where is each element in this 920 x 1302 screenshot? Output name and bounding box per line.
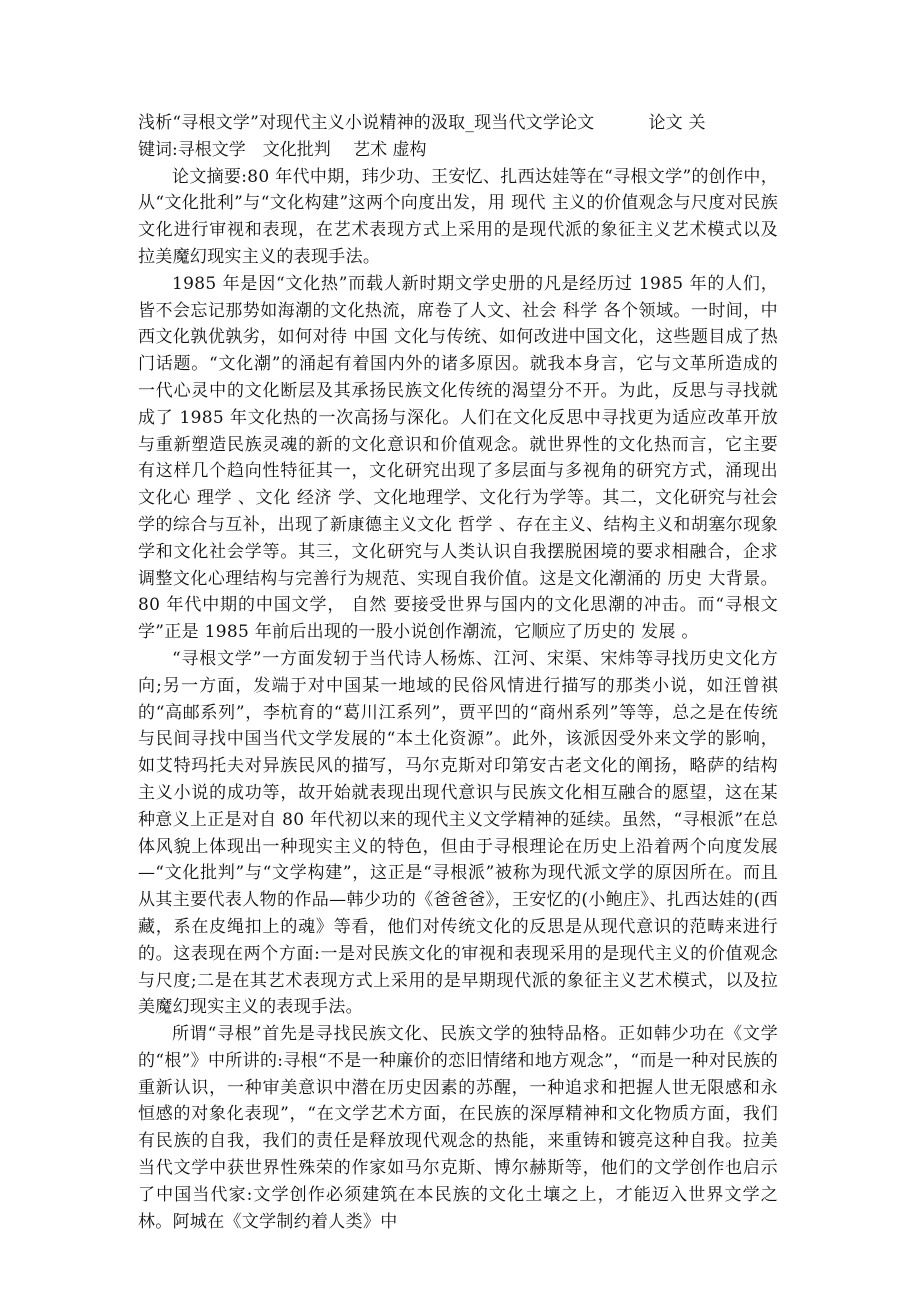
document-page	[138, 110, 778, 1235]
paragraph-meaning-of-root: 所谓“寻根”首先是寻找民族文化、民族文学的独特品格。正如韩少功在《文学的“根”》中所讲的:寻根“不是一种廉价的恋旧情绪和地方观念”，“而是一种对民族的重新认识，一种审美意识中潜在历史因素的苏醒，一种追求和把握人世无限感和永恒感的对象化表现”，“在文学艺术方面，在民族的深厚精神和文化物质方面，我们有民族的自我，我们的责任是释放现代观念的热能，来重铸和镀亮这种自我。拉美当代文学中获世界性殊荣的作家如马尔克斯、博尔赫斯等，他们的文学创作也启示了中国当代家:文学创作必须建筑在本民族的文化土壤之上，才能迈入世界文学之林。阿城在《文学制约着人类》中	[138, 1024, 778, 1232]
document-title-line	[138, 110, 778, 137]
paragraph-1985-culture-fever: 1985 年是因“文化热”而载人新时期文学史册的凡是经历过 1985 年的人们，皆不会忘记那势如海潮的文化热流，席卷了人文、社会 科学 各个领域。一时间，中西文化孰优孰劣，如何对待 中国 文化与传统、如何改进中国文化，这些题目成了热门话题。“文化潮”的涌起有着国内外的诸多原因。就我本身言，它与文革所造成的一代心灵中的文化断层及其承扬民族文化传统的渴望分不开。为此，反思与寻找就成了 1985 年文化热的一次高扬与深化。人们在文化反思中寻找更为适应改革开放与重新塑造民族灵魂的新的文化意识和价值观念。就世界性的文化热而言，它主要有这样几个趋向性特征其一，文化研究出现了多层面与多视角的研究方式，涌现出文化心 理学 、文化 经济 学、文化地理学、文化行为学等。其二，文化研究与社会学的综合与互补，出现了新康德主义文化 哲学 、存在主义、结构主义和胡塞尔现象学和文化社会学等。其三，文化研究与人类认识自我摆脱困境的要求相融合，企求调整文化心理结构与完善行为规范、实现自我价值。这是文化潮涌的 历史 大背景。80 年代中期的中国文学， 自然 要接受世界与国内的文化思潮的冲击。而“寻根文学”正是 1985 年前后出现的一股小说创作潮流，它顺应了历史的 发展 。	[138, 273, 778, 643]
document-title: 浅析“寻根文学”对现代主义小说精神的汲取_现当代文学论文	[138, 113, 595, 133]
document-title-tail: 论文 关	[648, 113, 706, 133]
paragraph-root-seeking-origins: “寻根文学”一方面发轫于当代诗人杨炼、江河、宋渠、宋炜等寻找历史文化方向;另一方面，发端于对中国某一地域的民俗风情进行描写的那类小说，如汪曾祺的“高邮系列”，李杭育的“葛川江系列”，贾平凹的“商州系列”等等，总之是在传统与民间寻找中国当代文学发展的“本土化资源”。此外，该派因受外来文学的影响，如艾特玛托夫对异族民风的描写，马尔克斯对印第安古老文化的阐扬，略萨的结构主义小说的成功等，故开始就表现出现代意识与民族文化相互融合的愿望，这在某种意义上正是对自 80 年代初以来的现代主义文学精神的延续。虽然，“寻根派”在总体风貌上体现出一种现实主义的特色，但由于寻根理论在历史上沿着两个向度发展—“文化批判”与“文学构建”，这正是“寻根派”被称为现代派文学的原因所在。而且从其主要代表人物的作品—韩少功的《爸爸爸》，王安忆的(小鲍庄》、扎西达娃的(西藏，系在皮绳扣上的魂》等看，他们对传统文化的反思是从现代意识的范畴来进行的。这表现在两个方面:一是对民族文化的审视和表现采用的是现代主义的价值观念与尺度;二是在其艺术表现方式上采用的是早期现代派的象征主义艺术模式，以及拉美魔幻现实主义的表现手法。	[138, 648, 778, 1018]
keywords-line: 键词:寻根文学 文化批判 艺术 虚构	[138, 139, 427, 160]
paragraph-abstract: 论文摘要:80 年代中期，玮少功、王安忆、扎西达娃等在“寻根文学”的创作中，从“文化批利”与“文化构建”这两个向度出发，用 现代 主义的价值观念与尺度对民族文化进行审视和表现，在艺术表现方式上采用的是现代派的象征主义艺术模式以及拉美魔幻现实主义的表现手法。	[138, 166, 778, 267]
